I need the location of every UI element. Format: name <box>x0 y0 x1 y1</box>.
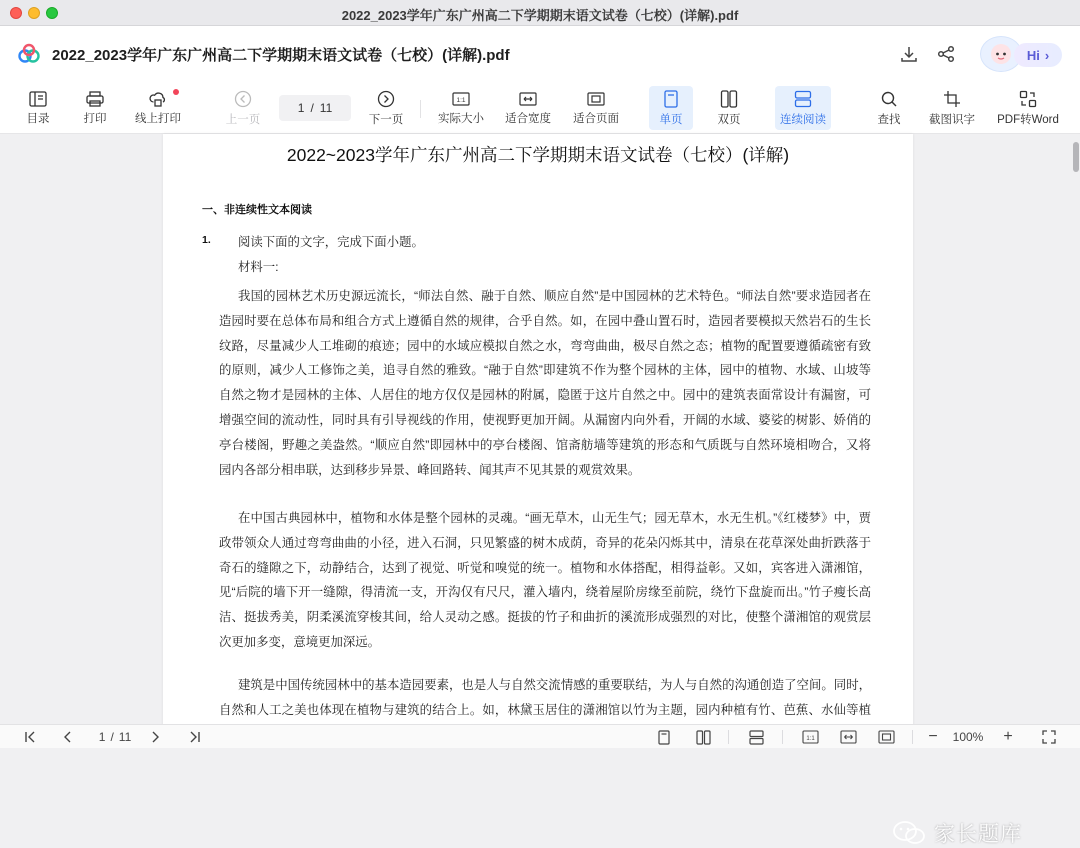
fit-page-icon <box>587 91 605 107</box>
chevron-left-icon <box>63 731 73 743</box>
first-page-icon <box>24 731 38 743</box>
fit-page-button[interactable] <box>571 86 621 130</box>
double-page-label: 双页 <box>717 113 741 126</box>
question-intro: 阅读下面的文字，完成下面小题。 <box>238 235 424 249</box>
share-icon[interactable] <box>934 42 958 66</box>
online-print-label: 线上打印 <box>135 112 181 125</box>
wechat-icon <box>892 819 926 847</box>
fullscreen-button[interactable] <box>1040 728 1058 746</box>
app-header <box>0 26 1080 82</box>
next-page-button[interactable] <box>365 86 407 130</box>
double-page-icon <box>696 730 711 745</box>
continuous-reading-label: 连续阅读 <box>780 113 826 126</box>
chevron-right-circle-icon <box>377 90 395 108</box>
current-page: 1 <box>297 101 305 115</box>
status-single-page-button[interactable] <box>655 728 673 746</box>
actual-size-icon <box>452 91 470 107</box>
hi-assistant-button[interactable] <box>1014 43 1062 67</box>
vertical-scrollbar[interactable] <box>1073 142 1079 172</box>
svg-text:1:1: 1:1 <box>456 96 466 104</box>
status-current-page: 1 <box>98 730 106 744</box>
watermark-text: 家长题库 <box>934 823 1022 846</box>
chevron-left-circle-icon <box>234 90 252 108</box>
status-page-indicator[interactable] <box>90 728 140 746</box>
total-pages: 11 <box>319 101 333 115</box>
download-icon[interactable] <box>897 42 921 66</box>
actual-size-button[interactable] <box>436 86 486 130</box>
plus-icon: + <box>1003 728 1013 745</box>
prev-page-button[interactable] <box>222 86 264 130</box>
toc-button[interactable] <box>22 86 54 130</box>
status-bar <box>0 724 1080 748</box>
status-page-sep: / <box>110 730 114 744</box>
continuous-reading-icon <box>749 730 764 745</box>
question-number: 1. <box>202 234 211 246</box>
search-button[interactable] <box>874 86 904 130</box>
chevron-right-icon <box>150 731 160 743</box>
page-separator: / <box>310 101 314 115</box>
double-page-button[interactable] <box>707 86 751 130</box>
fit-page-label: 适合页面 <box>573 112 619 125</box>
search-icon <box>880 90 898 108</box>
prev-page-small-button[interactable] <box>59 728 77 746</box>
single-page-icon <box>658 730 670 745</box>
fit-page-icon <box>878 730 895 744</box>
page-title: 2022~2023学年广东广州高二下学期期末语文试卷（七校）(详解) <box>286 145 790 165</box>
status-double-page-button[interactable] <box>694 728 712 746</box>
printer-icon <box>86 91 104 107</box>
document-title: 2022_2023学年广东广州高二下学期期末语文试卷（七校）(详解).pdf <box>52 47 510 64</box>
crop-icon <box>943 90 961 108</box>
status-actual-size-button[interactable] <box>800 728 820 746</box>
cloud-print-icon <box>149 91 167 107</box>
screenshot-ocr-button[interactable] <box>927 86 977 130</box>
paragraph: 建筑是中国传统园林中的基本造园要素，也是人与自然交流情感的重要联结，为人与自然的沟通创造了空间。同时，自然和人工之美也体现在植物与建筑的结合上。如，林黛玉居住的潇湘馆以竹为主题，园内种植有竹、芭蕉、水仙等植 <box>219 678 871 717</box>
fit-width-button[interactable] <box>503 86 553 130</box>
pdf-page <box>163 134 913 734</box>
status-fit-width-button[interactable] <box>838 728 858 746</box>
actual-size-icon <box>802 730 819 744</box>
toc-label: 目录 <box>26 112 50 125</box>
double-page-icon <box>720 90 738 108</box>
paragraph: 在中国古典园林中，植物和水体是整个园林的灵魂。“画无草木，山无生气；园无草木，水无生机。”《红楼梦》中，贾政带领众人通过弯弯曲曲的小径，进入石洞，只见繁盛的树木成荫，奇异的花朵闪烁其中，清泉在花草深处曲折跌落于奇石的缝隙之下，动静结合，达到了视觉、听觉和嗅觉的统一。植物和水体搭配，相得益彰。又如，宾客进入潇湘馆，见“后院的墙下开一缝隙，得清流一支，开沟仅有尺尺，灌入墙内，绕着屋阶房缘至前院，绕竹下盘旋而出。”竹子瘦长高洁、挺拔秀美，阴柔溪流穿梭其间，给人灵动之感。挺拔的竹子和曲折的溪流形成强烈的对比，使整个潇湘馆的观赏层次更加多变，意境更加深远。 <box>219 511 871 649</box>
single-page-button[interactable] <box>649 86 693 130</box>
prev-page-label: 上一页 <box>225 113 261 126</box>
print-label: 打印 <box>83 112 107 125</box>
last-page-button[interactable] <box>185 728 203 746</box>
app-logo-icon <box>18 44 40 64</box>
toc-icon <box>29 91 47 107</box>
search-label: 查找 <box>877 113 901 126</box>
single-page-label: 单页 <box>659 113 683 126</box>
zoom-out-button[interactable] <box>925 728 941 746</box>
svg-text:1:1: 1:1 <box>805 736 815 742</box>
next-page-label: 下一页 <box>368 113 404 126</box>
online-print-button[interactable] <box>132 86 184 130</box>
paragraph: 我国的园林艺术历史源远流长，“师法自然、融于自然、顺应自然”是中国园林的艺术特色。“师法自然”要求造园者在造园时要在总体布局和组合方式上遵循自然的规律，合乎自然。如，在园中叠山置石时，造园者要模拟天然岩石的生长纹路，尽量减少人工堆砌的痕迹；园中的水域应模拟自然之水，弯弯曲曲，极尽自然之态；植物的配置要遵循疏密有致的原则，减少人工修饰之美，追寻自然的雅致。“融于自然”即建筑不作为整个园林的主体，园中的植物、水域、山坡等自然之物才是园林的主体、人居住的地方仅仅是园林的附属，隐匿于这片自然之中。园中的建筑表面常设计有漏窗，可增强空间的流动性，同时具有引导视线的作用，使视野更加开阔。从漏窗内向外看，开阔的水域、婆娑的树影、娇俏的亭台楼阁，野趣之美盎然。“顺应自然”即园林中的亭台楼阁、馆斋舫墙等建筑的形态和气质既与自然环境相吻合，又将园内各部分相串联，达到移步异景、峰回路转、闻其声不见其景的观赏效果。 <box>219 289 871 477</box>
main-toolbar <box>0 82 1080 134</box>
fullscreen-icon <box>1042 730 1056 744</box>
actual-size-label: 实际大小 <box>438 112 484 125</box>
minus-icon: − <box>928 728 938 745</box>
first-page-button[interactable] <box>22 728 40 746</box>
toolbar-divider <box>420 100 421 118</box>
last-page-icon <box>187 731 201 743</box>
status-divider <box>728 730 729 744</box>
continuous-reading-button[interactable] <box>775 86 831 130</box>
pdf-to-word-button[interactable] <box>994 86 1062 130</box>
convert-icon <box>1019 90 1037 108</box>
fit-width-icon <box>840 730 857 744</box>
chevron-right-icon: › <box>1044 47 1050 63</box>
assistant-avatar-icon <box>988 41 1014 67</box>
material-label: 材料一: <box>238 260 279 274</box>
next-page-small-button[interactable] <box>146 728 164 746</box>
window-titlebar <box>0 0 1080 26</box>
status-divider <box>912 730 913 744</box>
window-title: 2022_2023学年广东广州高二下学期期末语文试卷（七校）(详解).pdf <box>341 8 739 23</box>
continuous-reading-icon <box>794 90 812 108</box>
notification-dot <box>173 89 179 95</box>
watermark <box>892 818 1022 848</box>
fit-width-icon <box>519 91 537 107</box>
hi-label: Hi <box>1026 47 1040 63</box>
status-fit-page-button[interactable] <box>876 728 896 746</box>
zoom-level[interactable]: 100% <box>952 730 984 744</box>
print-button[interactable] <box>79 86 111 130</box>
fit-width-label: 适合宽度 <box>505 112 551 125</box>
section-heading: 一、非连续性文本阅读 <box>202 204 312 216</box>
zoom-in-button[interactable] <box>1000 728 1016 746</box>
page-number-input[interactable] <box>279 95 351 121</box>
screenshot-ocr-label: 截图识字 <box>929 113 975 126</box>
status-continuous-button[interactable] <box>747 728 765 746</box>
status-total-pages: 11 <box>118 730 132 744</box>
status-divider <box>782 730 783 744</box>
pdf-to-word-label: PDF转Word <box>997 113 1059 126</box>
single-page-icon <box>663 90 679 108</box>
